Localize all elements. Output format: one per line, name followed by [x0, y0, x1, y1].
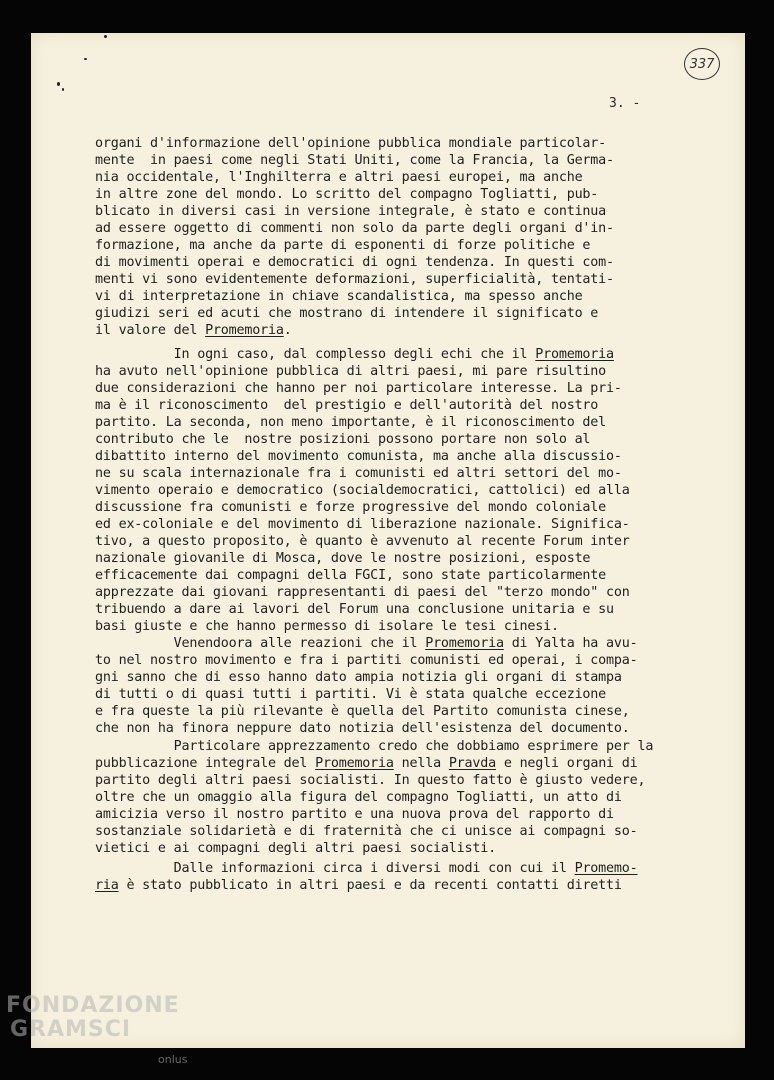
text-segment: apprezzate dai giovani rappresentanti di paesi del "terzo mondo" con [95, 585, 630, 600]
text-segment: partito. La seconda, non meno importante, è il riconoscimento del [95, 415, 607, 430]
ink-speck [104, 35, 107, 38]
text-segment: è stato pubblicato in altri paesi e da recenti contatti diretti [118, 878, 622, 893]
text-line [95, 756, 638, 773]
text-line [95, 272, 614, 289]
text-line [95, 807, 614, 824]
text-line [95, 739, 653, 756]
text-segment: ha avuto nell'opinione pubblica di altri paesi, mi pare risultino [95, 364, 607, 379]
text-line [95, 619, 559, 636]
text-line [95, 500, 606, 517]
text-segment: ne su scala internazionale fra i comunisti ed altri settori del mo- [95, 466, 622, 481]
text-segment: due considerazioni che hanno per noi particolare interesse. La pri- [95, 381, 622, 396]
text-line [95, 204, 606, 221]
stamp-number: 337 [689, 56, 715, 72]
text-line [95, 415, 606, 432]
text-line [95, 306, 598, 323]
text-line [95, 636, 637, 653]
text-segment: e fra queste la più rilevante è quella del Partito comunista cinese, [95, 704, 630, 719]
text-segment: che non ha finora neppure dato notizia dell'esistenza del documento. [95, 721, 630, 736]
text-line [95, 170, 582, 187]
text-line [95, 790, 622, 807]
text-line [95, 364, 606, 381]
watermark-line-1: FONDAZIONE [6, 993, 180, 1018]
text-line [95, 687, 606, 704]
text-segment: ed ex-coloniale e del movimento di liberazione nazionale. Significa- [95, 517, 630, 532]
text-line [95, 568, 606, 585]
text-segment: gni sanno che di esso hanno dato ampia notizia gli organi di stampa [95, 670, 622, 685]
text-segment: blicato in diversi casi in versione integrale, è stato e continua [95, 204, 607, 219]
page-number: 3. - [609, 96, 641, 111]
underlined-title: Promemoria [535, 347, 614, 362]
underlined-title: Promemo- [574, 861, 638, 876]
text-segment: oltre che un omaggio alla figura del compagno Togliatti, un atto di [95, 790, 622, 805]
text-segment: tribuendo a dare ai lavori del Forum una conclusione unitaria e su [95, 602, 614, 617]
text-line [95, 255, 614, 272]
text-segment: discussione fra comunisti e forze progressive del mondo coloniale [95, 500, 607, 515]
text-segment: nia occidentale, l'Inghilterra e altri paesi europei, ma anche [95, 170, 583, 185]
text-segment: di Yalta ha avu- [503, 636, 638, 651]
text-segment: vi di interpretazione in chiave scandalistica, ma spesso anche [95, 289, 583, 304]
text-line [95, 381, 622, 398]
text-line [95, 517, 630, 534]
text-segment: giudizi seri ed acuti che mostrano di intendere il significato e [95, 306, 599, 321]
text-line [95, 653, 637, 670]
underlined-title: Pravda [448, 756, 496, 771]
text-segment: dibattito interno del movimento comunista, ma anche alla discussio- [95, 449, 622, 464]
text-segment: mente in paesi come negli Stati Uniti, come la Francia, la Germa- [95, 153, 614, 168]
text-segment: tivo, a questo proposito, è quanto è avvenuto al recente Forum inter [95, 534, 630, 549]
text-segment: organi d'informazione dell'opinione pubblica mondiale particolar- [95, 136, 607, 151]
text-line [95, 602, 614, 619]
text-line [95, 323, 292, 340]
watermark-line-2: GRAMSCI [10, 1017, 132, 1042]
text-segment: il valore del [95, 323, 206, 338]
text-line [95, 432, 590, 449]
text-line [95, 153, 614, 170]
text-line [95, 466, 622, 483]
text-segment: basi giuste e che hanno permesso di isolare le tesi cinesi. [95, 619, 559, 634]
text-segment: contributo che le nostre posizioni possono portare non solo al [95, 432, 591, 447]
text-segment: in altre zone del mondo. Lo scritto del compagno Togliatti, pub- [95, 187, 599, 202]
text-line [95, 704, 630, 721]
text-segment: Particolare apprezzamento credo che dobbiamo esprimere per la [95, 739, 654, 754]
text-segment: amicizia verso il nostro partito e una nuova prova del rapporto di [95, 807, 614, 822]
text-line [95, 238, 590, 255]
text-line [95, 721, 630, 738]
underlined-title: ria [95, 878, 119, 893]
text-segment: di tutti o di quasi tutti i partiti. Vi è stata qualche eccezione [95, 687, 607, 702]
text-line [95, 670, 622, 687]
text-line [95, 773, 645, 790]
text-segment: . [283, 323, 292, 338]
ink-speck [84, 58, 87, 60]
text-segment: vimento operaio e democratico (socialdemocratici, cattolici) ed alla [95, 483, 630, 498]
text-segment: formazione, ma anche da parte di esponenti di forze politiche e [95, 238, 591, 253]
text-line [95, 221, 614, 238]
text-segment: In ogni caso, dal complesso degli echi che il [95, 347, 536, 362]
text-segment: partito degli altri paesi socialisti. In questo fatto è giusto vedere, [95, 773, 646, 788]
text-segment: efficacemente dai compagni della FGCI, sono state particolarmente [95, 568, 607, 583]
text-segment: Dalle informazioni circa i diversi modi con cui il [95, 861, 575, 876]
text-line [95, 347, 614, 364]
archive-stamp [684, 48, 720, 80]
text-line [95, 187, 598, 204]
text-segment: nella [393, 756, 449, 771]
text-segment: Venendoora alle reazioni che il [95, 636, 426, 651]
watermark-line-3: onlus [158, 1053, 188, 1066]
text-segment: vietici e ai compagni degli altri paesi socialisti. [95, 841, 496, 856]
text-line [95, 534, 630, 551]
fondazione-gramsci-watermark [6, 993, 188, 1066]
text-segment: pubblicazione integrale del [95, 756, 316, 771]
underlined-title: Promemoria [425, 636, 504, 651]
text-line [95, 483, 630, 500]
text-line [95, 585, 630, 602]
text-segment: ma è il riconoscimento del prestigio e dell'autorità del nostro [95, 398, 599, 413]
ink-speck [57, 82, 60, 86]
text-line [95, 289, 582, 306]
text-segment: ad essere oggetto di commenti non solo da parte degli organi d'in- [95, 221, 614, 236]
text-line [95, 861, 637, 878]
ink-speck [62, 88, 64, 91]
text-line [95, 824, 637, 841]
text-line [95, 841, 496, 858]
text-line [95, 398, 598, 415]
text-line [95, 449, 622, 466]
text-segment: menti vi sono evidentemente deformazioni, superficialità, tentati- [95, 272, 614, 287]
text-segment: to nel nostro movimento e fra i partiti comunisti ed operai, i compa- [95, 653, 638, 668]
text-segment: nazionale giovanile di Mosca, dove le nostre posizioni, esposte [95, 551, 591, 566]
text-line [95, 878, 622, 895]
text-segment: e negli organi di [495, 756, 638, 771]
text-line [95, 551, 590, 568]
underlined-title: Promemoria [205, 323, 284, 338]
text-line [95, 136, 606, 153]
text-segment: di movimenti operai e democratici di ogni tendenza. In questi com- [95, 255, 614, 270]
underlined-title: Promemoria [315, 756, 394, 771]
text-segment: sostanziale solidarietà e di fraternità che ci unisce ai compagni so- [95, 824, 638, 839]
